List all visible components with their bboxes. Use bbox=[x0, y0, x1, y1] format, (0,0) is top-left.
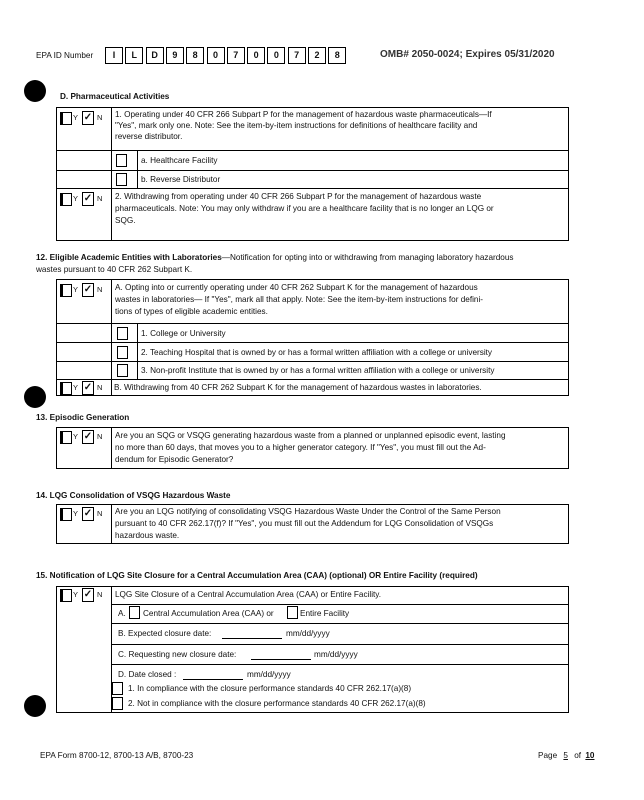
13-yes-checkbox[interactable] bbox=[60, 431, 72, 444]
14-text-2: pursuant to 40 CFR 262.17(f)? If "Yes", you must fill out the Addendum for LQG Consolidation of VSQGs bbox=[115, 519, 494, 528]
yes-label: Y bbox=[73, 113, 79, 122]
no-label: N bbox=[97, 194, 103, 203]
page-label: Page bbox=[538, 751, 558, 760]
14-yes-checkbox[interactable] bbox=[60, 508, 72, 521]
page-indicator bbox=[538, 751, 596, 761]
date-closed-field[interactable] bbox=[183, 679, 243, 680]
12b-yes-checkbox[interactable] bbox=[60, 382, 72, 395]
no-label: N bbox=[97, 285, 103, 294]
14-text-3: hazardous waste. bbox=[115, 531, 180, 540]
section-12-title-rest: —Notification for opting into or withdrawing from managing laboratory hazardous bbox=[221, 253, 514, 262]
no-label: N bbox=[97, 113, 103, 122]
epa-id-cell[interactable]: 0 bbox=[267, 47, 285, 64]
binder-hole bbox=[24, 695, 46, 717]
d1-text-3: reverse distributor. bbox=[115, 132, 183, 141]
epa-id-cell[interactable]: 7 bbox=[227, 47, 245, 64]
of-label: of bbox=[574, 751, 582, 760]
form-number: EPA Form 8700-12, 8700-13 A/B, 8700-23 bbox=[40, 751, 194, 760]
no-label: N bbox=[97, 590, 103, 599]
12b-text: B. Withdrawing from 40 CFR 262 Subpart K for the management of hazardous wastes in laboratories. bbox=[114, 383, 482, 392]
d1-text-1: 1. Operating under 40 CFR 266 Subpart P for the management of hazardous waste pharmaceuticals—If bbox=[115, 110, 492, 119]
teaching-hospital-label: 2. Teaching Hospital that is owned by or has a formal written affiliation with a college or university bbox=[141, 348, 493, 357]
15-no-checkbox[interactable]: ✓ bbox=[83, 589, 93, 600]
non-profit-institute-label: 3. Non-profit Institute that is owned by or has a formal written affiliation with a college or university bbox=[141, 366, 495, 375]
expected-closure-format: mm/dd/yyyy bbox=[286, 629, 330, 638]
13-text-1: Are you an SQG or VSQG generating hazardous waste from a planned or unplanned episodic event, lasting bbox=[115, 431, 506, 440]
reverse-distributor-checkbox[interactable] bbox=[116, 173, 127, 186]
12a-yes-checkbox[interactable] bbox=[60, 284, 72, 297]
epa-id-cell[interactable]: L bbox=[125, 47, 143, 64]
entire-facility-label: Entire Facility bbox=[300, 609, 350, 618]
12a-no-checkbox[interactable]: ✓ bbox=[83, 284, 93, 295]
14-text-1: Are you an LQG notifying of consolidating VSQG Hazardous Waste Under the Control of the Same Person bbox=[115, 507, 501, 516]
14-no-checkbox[interactable]: ✓ bbox=[83, 508, 93, 519]
no-label: N bbox=[97, 383, 103, 392]
caa-label: Central Accumulation Area (CAA) or bbox=[143, 609, 274, 618]
yes-label: Y bbox=[73, 509, 79, 518]
date-closed-label: D. Date closed : bbox=[118, 670, 177, 679]
section-13-title: 13. Episodic Generation bbox=[36, 413, 130, 422]
caa-checkbox[interactable] bbox=[129, 606, 140, 619]
12b-no-checkbox[interactable]: ✓ bbox=[83, 382, 93, 393]
epa-id-cell[interactable]: 7 bbox=[288, 47, 306, 64]
omb-number: OMB# 2050-0024; Expires 05/31/2020 bbox=[380, 49, 555, 60]
in-compliance-checkbox[interactable] bbox=[112, 682, 123, 695]
section-14-title: 14. LQG Consolidation of VSQG Hazardous Waste bbox=[36, 491, 231, 500]
d1-yes-checkbox[interactable] bbox=[60, 112, 72, 125]
12a-text-1: A. Opting into or currently operating under 40 CFR 262 Subpart K for the management of hazardous bbox=[115, 283, 478, 292]
binder-hole bbox=[24, 386, 46, 408]
new-closure-format: mm/dd/yyyy bbox=[314, 650, 358, 659]
no-label: N bbox=[97, 432, 103, 441]
entire-facility-checkbox[interactable] bbox=[287, 606, 298, 619]
d2-yes-checkbox[interactable] bbox=[60, 193, 72, 206]
section-12-title: 12. Eligible Academic Entities with Laboratories bbox=[36, 253, 222, 262]
no-label: N bbox=[97, 509, 103, 518]
yes-label: Y bbox=[73, 383, 79, 392]
date-closed-format: mm/dd/yyyy bbox=[247, 670, 291, 679]
epa-id-cell[interactable]: 9 bbox=[166, 47, 184, 64]
epa-id-cell[interactable]: 8 bbox=[186, 47, 204, 64]
epa-id-cell[interactable]: 0 bbox=[207, 47, 225, 64]
12a-text-2: wastes in laboratories— If "Yes", mark all that apply. Note: See the item-by-item instructions for defini- bbox=[115, 295, 484, 304]
section-d-title: D. Pharmaceutical Activities bbox=[60, 92, 170, 101]
d2-no-checkbox[interactable]: ✓ bbox=[83, 193, 93, 204]
d1-no-checkbox[interactable]: ✓ bbox=[83, 112, 93, 123]
not-in-compliance-label: 2. Not in compliance with the closure performance standards 40 CFR 262.17(a)(8) bbox=[128, 699, 426, 708]
epa-id-cell[interactable]: 0 bbox=[247, 47, 265, 64]
section-12-title-line bbox=[36, 253, 514, 263]
new-closure-date-field[interactable] bbox=[251, 659, 311, 660]
page-total: 10 bbox=[585, 751, 595, 760]
college-university-label: 1. College or University bbox=[141, 329, 226, 338]
epa-id-cell[interactable]: D bbox=[146, 47, 164, 64]
d2-text-3: SQG. bbox=[115, 216, 136, 225]
section-15-title: 15. Notification of LQG Site Closure for a Central Accumulation Area (CAA) (optional) OR Entire Facility (required) bbox=[36, 571, 478, 580]
d2-text-1: 2. Withdrawing from operating under 40 CFR 266 Subpart P for the management of hazardous waste bbox=[115, 192, 482, 201]
15-yes-checkbox[interactable] bbox=[60, 589, 72, 602]
not-in-compliance-checkbox[interactable] bbox=[112, 697, 123, 710]
page-number: 5 bbox=[563, 751, 568, 760]
yes-label: Y bbox=[73, 432, 79, 441]
13-text-3: dendum for Episodic Generator? bbox=[115, 455, 234, 464]
epa-id-cell[interactable]: I bbox=[105, 47, 123, 64]
binder-hole bbox=[24, 80, 46, 102]
12a-text-3: tions of types of eligible academic entities. bbox=[115, 307, 268, 316]
epa-id-cell[interactable]: 8 bbox=[328, 47, 346, 64]
expected-closure-label: B. Expected closure date: bbox=[118, 629, 212, 638]
healthcare-facility-label: a. Healthcare Facility bbox=[141, 156, 218, 165]
yes-label: Y bbox=[73, 590, 79, 599]
teaching-hospital-checkbox[interactable] bbox=[117, 346, 128, 359]
13-no-checkbox[interactable]: ✓ bbox=[83, 431, 93, 442]
non-profit-institute-checkbox[interactable] bbox=[117, 364, 128, 377]
new-closure-label: C. Requesting new closure date: bbox=[118, 650, 237, 659]
epa-id-label: EPA ID Number bbox=[36, 51, 94, 60]
healthcare-facility-checkbox[interactable] bbox=[116, 154, 127, 167]
d1-text-2: "Yes", mark only one. Note: See the item-by-item instructions for definitions of healthcare facility and bbox=[115, 121, 478, 130]
in-compliance-label: 1. In compliance with the closure performance standards 40 CFR 262.17(a)(8) bbox=[128, 684, 412, 693]
college-university-checkbox[interactable] bbox=[117, 327, 128, 340]
15-text: LQG Site Closure of a Central Accumulation Area (CAA) or Entire Facility. bbox=[115, 590, 382, 599]
d2-text-2: pharmaceuticals. Note: You may only withdraw if you are a healthcare facility that is no longer an LQG or bbox=[115, 204, 494, 213]
yes-label: Y bbox=[73, 194, 79, 203]
epa-id-cell[interactable]: 2 bbox=[308, 47, 326, 64]
section-12-line2: wastes pursuant to 40 CFR 262 Subpart K. bbox=[36, 265, 193, 274]
expected-closure-date-field[interactable] bbox=[222, 638, 282, 639]
reverse-distributor-label: b. Reverse Distributor bbox=[141, 175, 221, 184]
13-text-2: no more than 60 days, that moves you to a higher generator category. If "Yes", you must fill out the Ad- bbox=[115, 443, 486, 452]
15a-label: A. bbox=[118, 609, 126, 618]
yes-label: Y bbox=[73, 285, 79, 294]
